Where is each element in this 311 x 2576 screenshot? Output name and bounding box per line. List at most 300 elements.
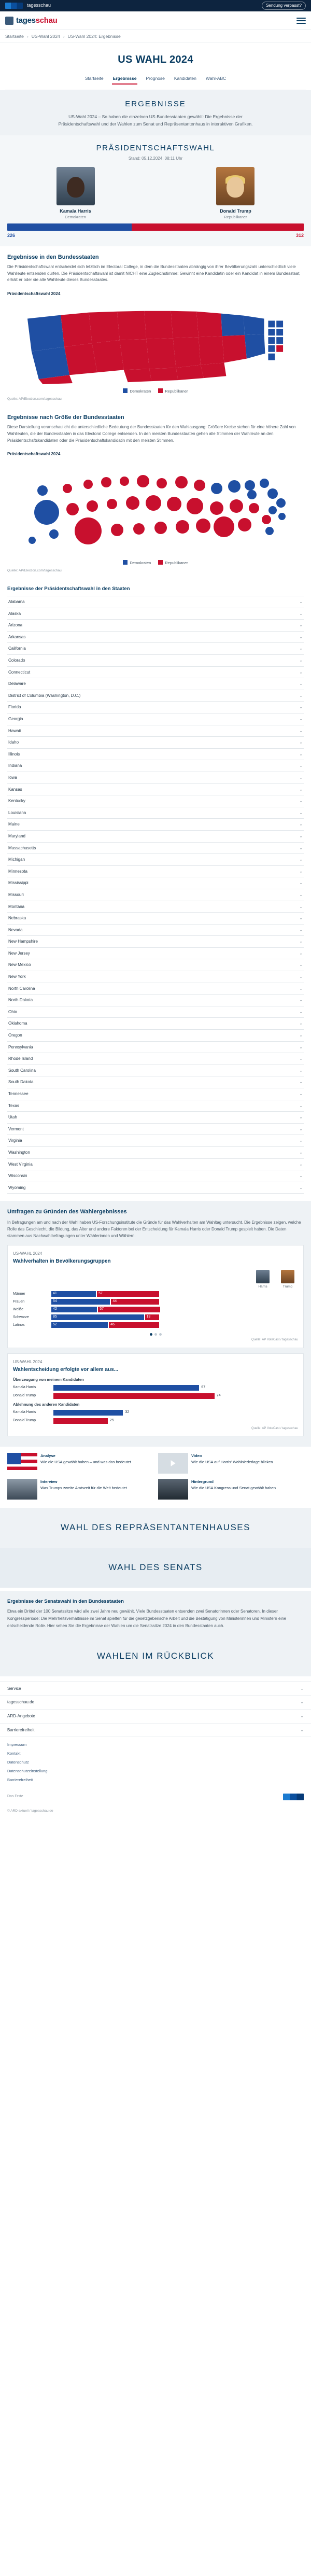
electoral-bar	[7, 223, 304, 231]
tab-kandidaten[interactable]: Kandidaten	[174, 76, 196, 81]
poll-cand-harris	[252, 1269, 273, 1289]
state-accordion-row[interactable]	[7, 772, 304, 784]
tagesschau-logo[interactable]	[5, 15, 58, 26]
state-name: Alabama	[8, 599, 25, 605]
poll-motivation-row	[13, 1410, 298, 1416]
state-accordion-row[interactable]	[7, 866, 304, 878]
chevron-down-icon: ⌄	[299, 1185, 303, 1190]
state-accordion-row[interactable]	[7, 643, 304, 655]
chevron-down-icon: ⌄	[299, 599, 303, 605]
tab-startseite[interactable]: Startseite	[84, 76, 104, 81]
state-accordion-row[interactable]	[7, 854, 304, 866]
chevron-down-icon: ⌄	[299, 869, 303, 874]
chevron-down-icon: ⌄	[299, 751, 303, 757]
poll-row-label: Schwarze	[13, 1315, 29, 1319]
poll-row-bar-harris	[51, 1314, 144, 1320]
poll-motivation-label: Donald Trump	[13, 1394, 36, 1398]
teaser-kicker: Video	[191, 1453, 202, 1459]
tab-wahl-abc[interactable]: Wahl-ABC	[205, 76, 227, 81]
state-name: Georgia	[8, 717, 23, 722]
state-name: Connecticut	[8, 669, 31, 675]
chevron-down-icon: ⌄	[299, 1021, 303, 1026]
electoral-bar-dem	[7, 223, 132, 231]
poll-row-value-harris: 85	[53, 1315, 57, 1319]
state-name: New York	[8, 974, 26, 979]
state-accordion-row[interactable]	[7, 620, 304, 632]
poll-motivation-value: 67	[201, 1385, 206, 1390]
avatar-trump-small	[281, 1270, 294, 1283]
state-name: Minnesota	[8, 869, 27, 874]
chevron-down-icon: ⌄	[299, 669, 303, 675]
poll-row	[13, 1299, 298, 1305]
map1-label: Präsidentschaftswahl 2024	[7, 291, 61, 297]
footer-link[interactable]: Datenschutzeinstellung	[7, 1768, 48, 1773]
topbar-sendung-verpasst[interactable]: Sendung verpasst?	[262, 2, 306, 10]
state-name: North Dakota	[8, 998, 33, 1003]
us-bubble-map[interactable]	[7, 458, 304, 557]
state-accordion-row[interactable]	[7, 1042, 304, 1054]
footer-row-label: Barrierefreiheit	[7, 1727, 35, 1732]
state-accordion-row[interactable]	[7, 1100, 304, 1112]
state-name: Michigan	[8, 857, 25, 862]
chevron-down-icon: ⌄	[299, 646, 303, 651]
teaser-headline: Wie die USA Kongress und Senat gewählt haben	[191, 1485, 276, 1490]
chevron-down-icon: ⌄	[299, 1173, 303, 1179]
us-choropleth-map[interactable]	[7, 298, 304, 385]
state-accordion-row[interactable]	[7, 1147, 304, 1159]
footer-link[interactable]: Datenschutz	[7, 1760, 29, 1765]
chevron-down-icon: ⌄	[299, 986, 303, 991]
poll-row-track	[51, 1299, 298, 1305]
teaser-item[interactable]	[7, 1479, 153, 1500]
poll-row-value-harris: 52	[53, 1323, 57, 1327]
avatar-trump	[216, 167, 255, 205]
footer-row-label: tagesschau.de	[7, 1700, 35, 1705]
state-accordion-row[interactable]	[7, 983, 304, 995]
footer-bottom	[0, 1788, 311, 1809]
poll-card2-group2-rows	[13, 1410, 298, 1424]
poll-row-value-trump: 57	[100, 1307, 104, 1311]
state-accordion-row[interactable]	[7, 690, 304, 702]
state-accordion-row[interactable]	[7, 1065, 304, 1077]
footer-accordion-row[interactable]	[0, 1724, 311, 1738]
teaser-headline: Wie die USA auf Harris' Wahlniederlage blicken	[191, 1459, 273, 1464]
state-accordion-row[interactable]	[7, 1076, 304, 1088]
state-name: Nebraska	[8, 916, 26, 921]
poll-cand-trump	[277, 1269, 298, 1289]
state-name: Pennsylvania	[8, 1044, 33, 1049]
poll-motivation-row	[13, 1393, 298, 1399]
tab-prognose[interactable]: Prognose	[146, 76, 165, 81]
footer-links	[0, 1737, 311, 1788]
chevron-down-icon: ⌄	[299, 974, 303, 979]
state-accordion-row[interactable]	[7, 596, 304, 608]
states-accordion-title: Ergebnisse der Präsidentschaftswahl in den Staaten	[7, 586, 130, 592]
state-name: Delaware	[8, 681, 26, 687]
poll-motivation-bar	[53, 1393, 215, 1399]
state-accordion-row[interactable]	[7, 995, 304, 1006]
us-bubble-svg	[7, 458, 304, 557]
map2-legend	[0, 557, 311, 567]
state-accordion-row[interactable]	[7, 913, 304, 925]
state-accordion-row[interactable]	[7, 1112, 304, 1124]
footer-link[interactable]: Barrierefreiheit	[7, 1777, 33, 1782]
chevron-down-icon: ⌄	[299, 927, 303, 932]
poll-cand-harris-label: Harris	[258, 1284, 267, 1289]
map2-label: Präsidentschaftswahl 2024	[7, 452, 61, 457]
chevron-down-icon: ⌄	[299, 822, 303, 827]
site-footer	[0, 1682, 311, 1818]
electors-harris: 226	[7, 232, 16, 238]
state-name: Missouri	[8, 892, 24, 897]
state-name: Florida	[8, 705, 21, 710]
chevron-down-icon: ⌄	[299, 623, 303, 628]
teaser-item[interactable]	[158, 1453, 304, 1474]
map1-text: Die Präsidentschaftswahl entscheidet sich letztlich im Electoral College, in dem die Bundesstaaten abhängig von ihrer Bevölkerungszahl unterschiedlich viele Wahlleute entsenden dürfen. Die Präsidentschaftswahl ist damit NICHT eine Zugleichstimme: Gewinnt eine Kandidatin oder ein Kandidat in einem Bundesstaat, erhält er oder sie alle Wahlleute dieses Bundesstaates.	[7, 264, 301, 283]
candidate-harris-name: Kamala Harris	[60, 208, 91, 214]
teaser-headline: Wie die USA gewählt haben – und was das bedeutet	[40, 1459, 131, 1464]
poll-motivation-bar	[53, 1410, 123, 1416]
chevron-down-icon: ⌄	[299, 1056, 303, 1061]
poll-row-value-trump: 44	[112, 1299, 117, 1304]
state-name: Washington	[8, 1150, 30, 1155]
state-accordion-row[interactable]	[7, 1182, 304, 1194]
poll-card1-pagination[interactable]	[13, 1330, 298, 1336]
chevron-down-icon: ⌄	[299, 939, 303, 944]
avatar-harris-small	[256, 1270, 270, 1283]
state-accordion-row[interactable]	[7, 1124, 304, 1136]
legend2-rep: Republikaner	[158, 560, 188, 566]
poll-row-bar-harris	[51, 1299, 110, 1305]
breadcrumb-item-0[interactable]: Startseite	[5, 34, 24, 39]
ard-logo-icon[interactable]	[5, 3, 23, 9]
poll-row	[13, 1314, 298, 1320]
chevron-down-icon: ⌄	[299, 1033, 303, 1038]
state-name: New Jersey	[8, 950, 30, 956]
state-name: Rhode Island	[8, 1056, 33, 1061]
state-accordion-row[interactable]	[7, 819, 304, 831]
poll-row-bar-trump	[97, 1291, 159, 1297]
poll-row-track	[51, 1291, 298, 1297]
copyright: © ARD-aktuell / tagesschau.de	[7, 1809, 53, 1813]
state-name: Utah	[8, 1115, 17, 1120]
chevron-down-icon: ⌄	[299, 740, 303, 745]
poll-row-track	[51, 1322, 298, 1328]
poll-row	[13, 1307, 298, 1312]
state-name: Ohio	[8, 1009, 17, 1014]
state-accordion-row[interactable]	[7, 784, 304, 796]
chevron-down-icon: ⌄	[299, 775, 303, 780]
poll-row-bar-trump	[145, 1314, 159, 1320]
state-accordion-row[interactable]	[7, 877, 304, 889]
chevron-down-icon: ⌄	[299, 728, 303, 733]
chevron-down-icon: ⌄	[300, 1686, 304, 1691]
senate-band	[0, 1548, 311, 1588]
state-name: Iowa	[8, 775, 17, 780]
state-accordion-row[interactable]	[7, 667, 304, 679]
candidate-row	[0, 162, 311, 220]
state-name: Illinois	[8, 751, 20, 757]
poll-card2-tag: US-WAHL 2024	[13, 1359, 43, 1364]
poll-motivation-bar	[53, 1385, 199, 1391]
state-accordion-row[interactable]	[7, 1135, 304, 1147]
retro-band-title: WAHLEN IM RÜCKBLICK	[96, 1651, 215, 1661]
state-accordion-row[interactable]	[7, 795, 304, 807]
state-accordion-row[interactable]	[7, 971, 304, 983]
flag-thumbnail	[7, 1453, 37, 1474]
footer-accordion-row[interactable]	[0, 1696, 311, 1710]
chevron-down-icon: ⌄	[299, 1080, 303, 1085]
state-accordion-row[interactable]	[7, 901, 304, 913]
state-name: Arizona	[8, 623, 23, 628]
state-accordion-row[interactable]	[7, 749, 304, 761]
state-name: District of Columbia (Washington, D.C.)	[8, 693, 81, 698]
state-name: New Hampshire	[8, 939, 38, 944]
state-name: Nevada	[8, 927, 23, 932]
state-accordion-row[interactable]	[7, 1006, 304, 1018]
teaser-item[interactable]	[7, 1453, 153, 1474]
poll-motivation-value: 25	[110, 1419, 114, 1423]
state-accordion-row[interactable]	[7, 632, 304, 643]
map1-source: Quelle: AP/Election.com/tagesschau	[7, 397, 62, 401]
logo-text-1: tages	[16, 16, 36, 25]
state-name: Oregon	[8, 1033, 22, 1038]
state-accordion-row[interactable]	[7, 843, 304, 855]
poll-card1-rows	[13, 1291, 298, 1328]
polls-section	[0, 1201, 311, 1447]
portrait-thumbnail	[7, 1479, 37, 1500]
state-accordion-row[interactable]	[7, 936, 304, 948]
poll-row-bar-trump	[111, 1299, 159, 1305]
chevron-down-icon: ⌄	[299, 962, 303, 968]
poll-card2-title: Wahlentscheidung erfolgte vor allem aus...	[13, 1367, 119, 1373]
poll-row	[13, 1322, 298, 1328]
footer-link[interactable]: Kontakt	[7, 1751, 21, 1756]
state-name: South Carolina	[8, 1068, 36, 1073]
chevron-down-icon: ⌄	[299, 705, 303, 710]
state-accordion-row[interactable]	[7, 807, 304, 819]
legend2-dem: Demokraten	[123, 560, 151, 566]
chevron-down-icon: ⌄	[299, 1126, 303, 1131]
poll-motivation-bar	[53, 1418, 108, 1424]
state-accordion-row[interactable]	[7, 702, 304, 713]
poll-row-track	[51, 1314, 298, 1320]
house-band	[0, 1508, 311, 1548]
state-name: Massachusetts	[8, 845, 36, 850]
chevron-down-icon: ⌄	[299, 717, 303, 722]
poll-card2-group2-label: Ablehnung des anderen Kandidaten	[13, 1402, 80, 1407]
poll-row-bar-trump	[98, 1307, 160, 1312]
poll-cand-trump-label: Trump	[282, 1284, 293, 1289]
state-accordion-row[interactable]	[7, 1018, 304, 1030]
senate-band-title: WAHL DES SENATS	[108, 1562, 203, 1573]
footer-row-label: ARD-Angebote	[7, 1714, 35, 1719]
poll-row-bar-harris	[51, 1307, 97, 1312]
state-name: Virginia	[8, 1138, 22, 1143]
state-accordion-row[interactable]	[7, 1053, 304, 1065]
presidential-timestamp: Stand: 05.12.2024, 08:11 Uhr	[128, 156, 183, 161]
chevron-down-icon: ⌄	[299, 1115, 303, 1120]
state-accordion-row[interactable]	[7, 948, 304, 960]
poll-motivation-value: 74	[216, 1394, 221, 1398]
logo-square-icon	[5, 17, 13, 25]
state-accordion-row[interactable]	[7, 678, 304, 690]
chevron-down-icon: ⌄	[300, 1700, 304, 1705]
presidential-section	[0, 135, 311, 246]
state-name: Wisconsin	[8, 1173, 27, 1179]
state-name: Oklahoma	[8, 1021, 27, 1026]
us-map-svg	[7, 298, 304, 385]
state-accordion-row[interactable]	[7, 608, 304, 620]
state-name: Kansas	[8, 787, 22, 792]
poll-motivation-label: Kamala Harris	[13, 1385, 36, 1390]
poll-row-value-trump: 13	[146, 1315, 151, 1319]
teaser-item[interactable]	[158, 1479, 304, 1500]
poll-card-motivation	[7, 1353, 304, 1437]
state-accordion-row[interactable]	[7, 959, 304, 971]
state-name: Mississippi	[8, 880, 29, 886]
footer-accordion-row[interactable]	[0, 1682, 311, 1696]
poll-row	[13, 1291, 298, 1297]
breadcrumb-sep-icon-2: ›	[63, 34, 65, 39]
page-nav	[0, 74, 311, 89]
poll-card1-title: Wahlverhalten in Bevölkerungsgruppen	[13, 1258, 111, 1265]
poll-row-bar-harris	[51, 1322, 108, 1328]
senate-text-heading: Ergebnisse der Senatswahl in den Bundesstaaten	[7, 1598, 124, 1604]
breadcrumb	[0, 30, 311, 43]
map1-heading: Ergebnisse in den Bundesstaaten	[7, 254, 99, 260]
state-accordion-row[interactable]	[7, 925, 304, 936]
chevron-down-icon: ⌄	[299, 1044, 303, 1049]
dark-thumbnail	[158, 1479, 188, 1500]
footer-row-label: Service	[7, 1686, 21, 1691]
map1-legend	[0, 385, 311, 396]
poll-row-value-trump: 46	[110, 1323, 115, 1327]
chevron-down-icon: ⌄	[299, 857, 303, 862]
electoral-bar-wrap	[0, 220, 311, 246]
teaser-text	[40, 1479, 127, 1500]
state-name: Hawaii	[8, 728, 21, 733]
poll-row-label: Latinos	[13, 1323, 25, 1327]
poll-row-label: Männer	[13, 1292, 25, 1296]
poll-row-value-harris: 54	[53, 1299, 57, 1304]
site-header	[0, 11, 311, 30]
state-accordion-row[interactable]	[7, 725, 304, 737]
chevron-down-icon: ⌄	[299, 1103, 303, 1108]
poll-card-demographics	[7, 1245, 304, 1348]
poll-row-track	[51, 1307, 298, 1312]
chevron-down-icon: ⌄	[299, 950, 303, 956]
state-name: North Carolina	[8, 986, 35, 991]
poll-card2-group1-rows	[13, 1385, 298, 1399]
candidate-trump-party: Republikaner	[224, 214, 247, 219]
chevron-down-icon: ⌄	[300, 1714, 304, 1719]
polls-lead: In Befragungen am und nach der Wahl haben US-Forschungsinstitute die Gründe für das Wahlverhalten am Wahltag untersucht. Die Ergebnisse zeigen, welche Rolle das Geschlecht, die Bildung, das Alter und andere Faktoren bei der Entscheidung für Kamala Harris oder Donald Trump gespielt haben. Die Daten stammen aus Nachwahlbefragungen unter Wählerinnen und Wählern.	[7, 1220, 301, 1238]
chevron-down-icon: ⌄	[299, 998, 303, 1003]
chevron-down-icon: ⌄	[299, 681, 303, 687]
page-title: US WAHL 2024	[118, 54, 193, 66]
chevron-down-icon: ⌄	[299, 916, 303, 921]
footer-accordion-row[interactable]	[0, 1710, 311, 1724]
teaser-kicker: Hintergrund	[191, 1479, 214, 1485]
electoral-bar-rep	[132, 223, 304, 231]
state-name: Indiana	[8, 763, 22, 768]
ard-footer-logo[interactable]	[283, 1794, 304, 1800]
candidate-trump-name: Donald Trump	[220, 208, 251, 214]
state-name: Arkansas	[8, 634, 26, 639]
hamburger-icon[interactable]	[296, 18, 306, 24]
state-accordion-row[interactable]	[7, 713, 304, 725]
candidate-trump	[167, 167, 304, 220]
teaser-kicker: Analyse	[40, 1453, 55, 1459]
results-band	[0, 90, 311, 135]
chevron-down-icon: ⌄	[299, 787, 303, 792]
state-name: Maryland	[8, 833, 25, 838]
poll-motivation-row	[13, 1418, 298, 1424]
chevron-down-icon: ⌄	[299, 693, 303, 698]
chevron-down-icon: ⌄	[299, 880, 303, 886]
state-name: Maine	[8, 822, 20, 827]
tab-ergebnisse[interactable]: Ergebnisse	[112, 74, 138, 84]
poll-card1-note: Quelle: AP VoteCast / tagesschau	[251, 1338, 298, 1342]
state-accordion-row[interactable]	[7, 737, 304, 749]
poll-card2-group1-label: Überzeugung von meinem Kandidaten	[13, 1377, 84, 1382]
state-accordion-row[interactable]	[7, 655, 304, 667]
state-accordion-row[interactable]	[7, 1088, 304, 1100]
states-accordion	[7, 596, 304, 1194]
footer-brand-note: Das Erste	[7, 1795, 23, 1799]
electors-trump: 312	[295, 232, 304, 238]
footer-link[interactable]: Impressum	[7, 1742, 27, 1747]
poll-row-value-harris: 42	[53, 1307, 57, 1311]
chevron-down-icon: ⌄	[299, 799, 303, 804]
poll-row-value-harris: 41	[53, 1292, 57, 1296]
chevron-down-icon: ⌄	[299, 611, 303, 616]
state-accordion-row[interactable]	[7, 760, 304, 772]
breadcrumb-item-2: US-Wahl 2024: Ergebnisse	[67, 34, 121, 39]
state-accordion-row[interactable]	[7, 1159, 304, 1171]
poll-row-label: Frauen	[13, 1299, 25, 1304]
breadcrumb-item-1[interactable]: US-Wahl 2024	[31, 34, 60, 39]
chevron-down-icon: ⌄	[299, 904, 303, 909]
state-name: Texas	[8, 1103, 19, 1108]
state-accordion-row[interactable]	[7, 1030, 304, 1042]
map2-source: Quelle: AP/Election.com/tagesschau	[7, 568, 62, 572]
topbar-item-tagesschau[interactable]: tagesschau	[27, 3, 51, 8]
legend-rep: Republikaner	[158, 388, 188, 395]
polls-title: Umfragen zu Gründen des Wahlergebnisses	[7, 1209, 127, 1215]
poll-card2-note: Quelle: AP VoteCast / tagesschau	[251, 1426, 298, 1430]
poll-row-label: Weiße	[13, 1307, 24, 1311]
chevron-down-icon: ⌄	[299, 658, 303, 663]
state-name: Kentucky	[8, 799, 25, 804]
chevron-down-icon: ⌄	[299, 810, 303, 815]
teaser-text	[191, 1453, 273, 1474]
breadcrumb-sep-icon: ›	[26, 34, 29, 39]
state-name: South Dakota	[8, 1080, 34, 1085]
retro-band	[0, 1636, 311, 1676]
results-band-text: US-Wahl 2024 – So haben die einzelnen US-Bundesstaaten gewählt: Die Ergebnisse der Präsidentschaftswahl und der Wahlen zum Senat und Repräsentantenhaus in interaktiven Grafiken.	[58, 114, 253, 127]
state-accordion-row[interactable]	[7, 831, 304, 843]
map-states-block	[0, 246, 311, 407]
state-accordion-row[interactable]	[7, 889, 304, 901]
house-band-title: WAHL DES REPRÄSENTANTENHAUSES	[61, 1522, 250, 1533]
state-accordion-row[interactable]	[7, 1170, 304, 1182]
state-name: California	[8, 646, 26, 651]
logo-text-2: schau	[35, 16, 58, 25]
chevron-down-icon: ⌄	[299, 1138, 303, 1143]
state-name: Wyoming	[8, 1185, 26, 1190]
